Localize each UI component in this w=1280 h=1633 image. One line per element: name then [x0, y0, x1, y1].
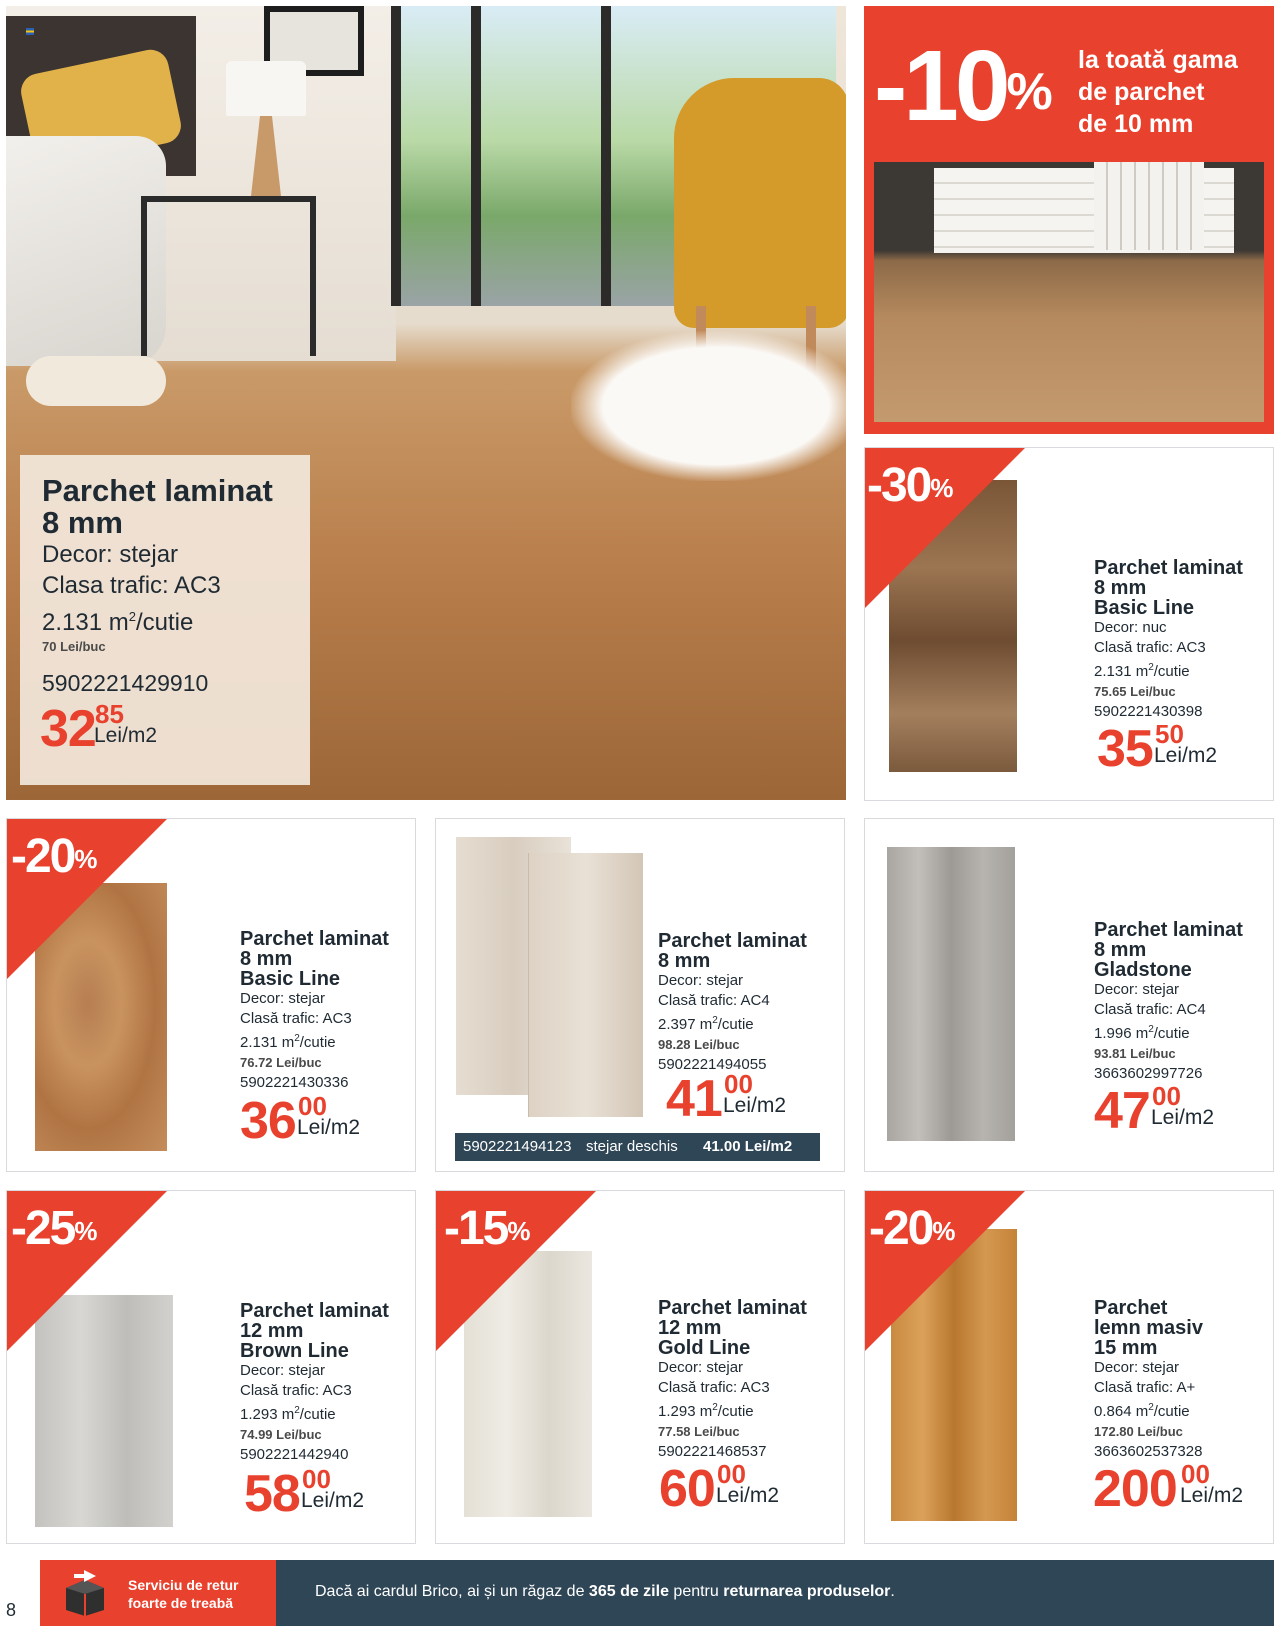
hero-area: 2.131 $m^2$/cutie	[42, 609, 194, 636]
hero-title-line2: 8 mm	[42, 505, 123, 540]
discount-badge: -20%	[11, 830, 98, 883]
discount-badge: -15%	[444, 1202, 531, 1255]
variant-bar: 5902221494123 stejar deschis 41.00 Lei/m2	[455, 1133, 820, 1161]
hero-traffic-class: Clasa trafic: AC3	[42, 572, 221, 599]
hero-box-price: 70 Lei/buc	[42, 639, 106, 654]
promo-discount: -10%	[874, 30, 1053, 142]
product-card[interactable]	[6, 818, 416, 1172]
hero-price: 32 85 Lei/m2	[40, 699, 158, 758]
product-price: 58 00 Lei/m2	[244, 1464, 365, 1523]
return-message: Dacă ai cardul Brico, ai și un răgaz de 365 de zile pentru returnarea produselor.	[315, 1583, 895, 1600]
product-price: 36 00 Lei/m2	[240, 1091, 361, 1150]
hero-ean: 5902221429910	[42, 670, 209, 696]
product-card[interactable]	[864, 447, 1274, 801]
product-card[interactable]	[864, 818, 1274, 1172]
promo-floor-image	[874, 162, 1264, 422]
product-info: Parchet laminat 8 mm Gladstone Decor: stejar Clasă trafic: AC4 1.996 $m^2$/cutie 93.81 Lei/buc 3663602997726	[1094, 919, 1243, 1082]
product-info: Parchet laminat 8 mm Decor: stejar Clasă trafic: AC4 2.397 $m^2$/cutie 98.28 Lei/buc 5902221494055	[658, 930, 807, 1073]
return-box-icon	[60, 1570, 110, 1616]
discount-badge: -20%	[869, 1202, 956, 1255]
product-price: 200 00 Lei/m2	[1093, 1459, 1244, 1518]
product-card[interactable]	[6, 1190, 416, 1544]
product-price: 41 00 Lei/m2	[666, 1069, 787, 1128]
product-price: 60 00 Lei/m2	[659, 1459, 780, 1518]
hero-product-info	[20, 455, 310, 785]
product-price: 47 00 Lei/m2	[1094, 1081, 1215, 1140]
product-price: 35 50 Lei/m2	[1097, 719, 1218, 778]
promo-text: la toată gama de parchet de 10 mm	[1078, 46, 1238, 138]
page-number: 8	[6, 1600, 17, 1620]
product-info: Parchet laminat 8 mm Basic Line Decor: stejar Clasă trafic: AC3 2.131 $m^2$/cutie 76.72 Lei/buc 5902221430336	[240, 928, 389, 1091]
product-card[interactable]	[864, 1190, 1274, 1544]
return-service-bar	[40, 1560, 1274, 1626]
discount-badge: -25%	[11, 1202, 98, 1255]
product-info: Parchet laminat 12 mm Brown Line Decor: stejar Clasă trafic: AC3 1.293 $m^2$/cutie 74.99 Lei/buc 5902221442940	[240, 1300, 389, 1463]
product-info: Parchet lemn masiv 15 mm Decor: stejar Clasă trafic: A+ 0.864 $m^2$/cutie 172.80 Lei/buc 3663602537328	[1094, 1297, 1203, 1460]
discount-badge: -30%	[867, 459, 954, 512]
product-info: Parchet laminat 8 mm Basic Line Decor: nuc Clasă trafic: AC3 2.131 $m^2$/cutie 75.65 Lei/buc 5902221430398	[1094, 557, 1243, 720]
product-card[interactable]	[435, 818, 845, 1172]
product-swatch-image-2	[528, 853, 643, 1117]
hero-title-line1: Parchet laminat	[42, 473, 273, 508]
return-service-label: Serviciu de retur foarte de treabă	[40, 1560, 276, 1626]
product-info: Parchet laminat 12 mm Gold Line Decor: stejar Clasă trafic: AC3 1.293 $m^2$/cutie 77.58 Lei/buc 5902221468537	[658, 1297, 807, 1460]
flag-icon	[26, 28, 34, 35]
hero-decor: Decor: stejar	[42, 541, 179, 568]
product-swatch-image	[887, 847, 1015, 1141]
product-card[interactable]	[435, 1190, 845, 1544]
promo-banner	[864, 6, 1274, 434]
